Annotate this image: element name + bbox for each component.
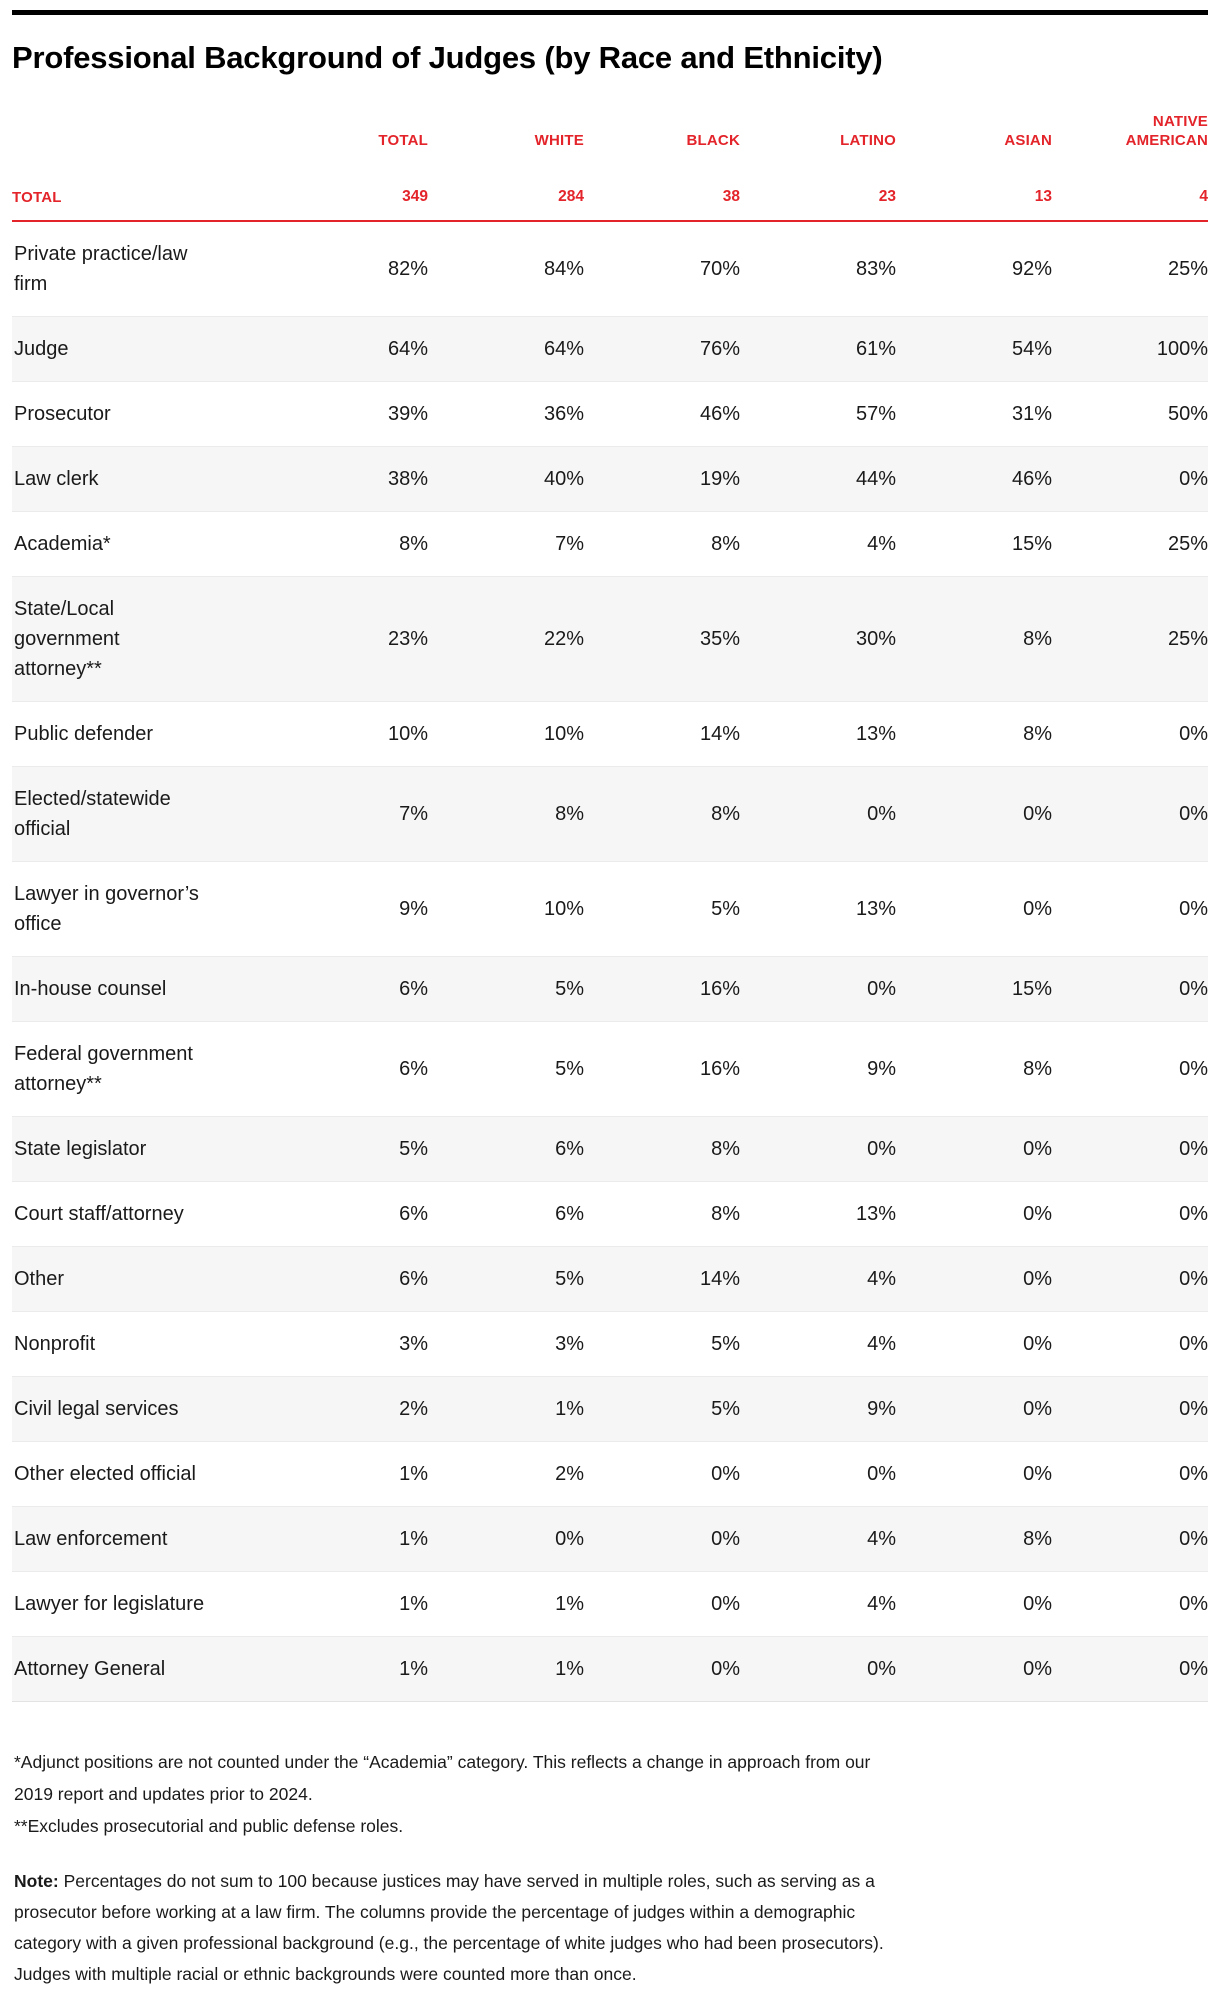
row-value: 14% [699, 723, 740, 745]
row-value: 0% [1179, 1203, 1208, 1225]
page-title: Professional Background of Judges (by Race and Ethnicity) [12, 40, 883, 75]
column-header-native-american [1052, 112, 1208, 158]
row-value: 0% [1179, 1463, 1208, 1485]
row-value: 0% [867, 1658, 896, 1680]
row-value: 6% [399, 1058, 428, 1080]
row-value: 8% [1023, 723, 1052, 745]
row-label: State legislator [14, 1138, 147, 1160]
row-value: 54% [1011, 338, 1052, 360]
row-value: 1% [399, 1528, 428, 1550]
row-value: 8% [399, 533, 428, 555]
table-row [12, 317, 1208, 382]
row-value: 6% [399, 1268, 428, 1290]
row-value: 25% [1167, 533, 1208, 555]
row-value: 5% [555, 1058, 584, 1080]
row-value: 9% [399, 898, 428, 920]
row-label: Attorney General [14, 1658, 166, 1680]
row-label: Civil legal services [14, 1398, 179, 1420]
row-value: 30% [855, 628, 896, 650]
row-value: 4% [867, 1528, 896, 1550]
row-value: 13% [855, 898, 896, 920]
table-row [12, 512, 1208, 577]
column-header-white: WHITE [534, 132, 584, 149]
row-value: 38% [387, 468, 428, 490]
row-value: 1% [399, 1593, 428, 1615]
row-label: Other [14, 1268, 65, 1290]
row-label: Private practice/law firm [14, 243, 188, 295]
row-value: 2% [399, 1398, 428, 1420]
row-value: 1% [399, 1658, 428, 1680]
row-value: 3% [555, 1333, 584, 1355]
row-value: 82% [387, 258, 428, 280]
row-value: 3% [399, 1333, 428, 1355]
row-value: 8% [711, 533, 740, 555]
row-value: 4% [867, 1333, 896, 1355]
row-value: 0% [1179, 1398, 1208, 1420]
row-label: Law enforcement [14, 1528, 168, 1550]
table-row [12, 382, 1208, 447]
table-row [12, 221, 1208, 317]
row-value: 0% [1179, 1333, 1208, 1355]
row-value: 8% [711, 803, 740, 825]
table-row [12, 1572, 1208, 1637]
table-row [12, 957, 1208, 1022]
row-label: Academia* [14, 533, 111, 555]
row-label: Court staff/attorney [14, 1203, 184, 1225]
row-value: 1% [399, 1463, 428, 1485]
table-row [12, 862, 1208, 957]
row-value: 0% [1023, 1658, 1052, 1680]
row-value: 15% [1011, 978, 1052, 1000]
row-value: 6% [399, 978, 428, 1000]
row-value: 14% [699, 1268, 740, 1290]
row-label: Law clerk [14, 468, 99, 490]
table-row [12, 767, 1208, 862]
row-value: 0% [1023, 1593, 1052, 1615]
row-value: 2% [555, 1463, 584, 1485]
row-value: 8% [711, 1138, 740, 1160]
row-value: 8% [555, 803, 584, 825]
row-label: Judge [14, 338, 69, 360]
note-text: Percentages do not sum to 100 because justices may have served in multiple roles, such as serving as a prosecutor before working at a law firm. The columns provide the percentage of judges within a demographic category with a given professional background (e.g., the percentage of white judges who had been prosecutors). Judges with multiple racial or ethnic backgrounds were counted more than once. [14, 1871, 884, 1984]
table-row [12, 1507, 1208, 1572]
row-value: 7% [555, 533, 584, 555]
row-value: 13% [855, 1203, 896, 1225]
row-value: 5% [711, 1398, 740, 1420]
row-value: 0% [867, 803, 896, 825]
row-value: 25% [1167, 628, 1208, 650]
row-value: 8% [1023, 1058, 1052, 1080]
column-header-total: TOTAL [378, 132, 428, 149]
row-value: 0% [1179, 978, 1208, 1000]
row-value: 83% [855, 258, 896, 280]
total-row-value: 23 [740, 158, 896, 221]
row-value: 5% [711, 898, 740, 920]
top-divider [12, 10, 1208, 15]
row-value: 4% [867, 1268, 896, 1290]
total-row [12, 158, 1208, 221]
row-value: 39% [387, 403, 428, 425]
table-body [12, 221, 1208, 1702]
row-value: 0% [711, 1528, 740, 1550]
row-value: 7% [399, 803, 428, 825]
row-value: 36% [543, 403, 584, 425]
total-row-value: 38 [584, 158, 740, 221]
footnote-excludes: **Excludes prosecutorial and public defense roles. [14, 1816, 404, 1836]
row-value: 0% [555, 1528, 584, 1550]
table-row [12, 1182, 1208, 1247]
column-header-black: BLACK [686, 132, 740, 149]
table-row [12, 1312, 1208, 1377]
column-header-spacer [12, 112, 272, 158]
row-value: 16% [699, 978, 740, 1000]
row-value: 10% [387, 723, 428, 745]
row-value: 0% [711, 1463, 740, 1485]
row-value: 44% [855, 468, 896, 490]
row-value: 23% [387, 628, 428, 650]
row-value: 0% [1179, 1268, 1208, 1290]
row-value: 0% [1023, 803, 1052, 825]
judges-background-table [12, 112, 1208, 1702]
row-value: 5% [399, 1138, 428, 1160]
row-value: 1% [555, 1398, 584, 1420]
row-label: Prosecutor [14, 403, 111, 425]
total-row-label: TOTAL [12, 158, 272, 221]
table-row [12, 1637, 1208, 1702]
row-value: 13% [855, 723, 896, 745]
row-value: 0% [1179, 1528, 1208, 1550]
column-header-asian: ASIAN [1004, 132, 1052, 149]
row-value: 0% [1179, 1593, 1208, 1615]
row-value: 19% [699, 468, 740, 490]
row-value: 4% [867, 1593, 896, 1615]
note-paragraph [14, 1866, 1206, 1990]
column-header-native-american-label: NATIVE AMERICAN [1125, 113, 1208, 149]
row-value: 0% [1023, 1268, 1052, 1290]
table-row [12, 577, 1208, 702]
table-row [12, 1442, 1208, 1507]
row-value: 0% [867, 978, 896, 1000]
footnote-academia: *Adjunct positions are not counted under the “Academia” category. This reflects a change in approach from our 2019 report and updates prior to 2024. [14, 1752, 871, 1804]
row-value: 70% [699, 258, 740, 280]
table-row [12, 1022, 1208, 1117]
row-value: 35% [699, 628, 740, 650]
row-value: 0% [1179, 1058, 1208, 1080]
row-value: 16% [699, 1058, 740, 1080]
table-row [12, 1247, 1208, 1312]
row-value: 40% [543, 468, 584, 490]
row-value: 5% [555, 1268, 584, 1290]
row-value: 0% [1179, 803, 1208, 825]
row-value: 50% [1167, 403, 1208, 425]
row-value: 46% [699, 403, 740, 425]
row-value: 76% [699, 338, 740, 360]
row-value: 6% [555, 1138, 584, 1160]
row-value: 0% [867, 1463, 896, 1485]
row-value: 22% [543, 628, 584, 650]
row-value: 8% [1023, 1528, 1052, 1550]
row-value: 0% [1179, 468, 1208, 490]
row-value: 31% [1011, 403, 1052, 425]
row-value: 0% [867, 1138, 896, 1160]
row-label: Lawyer for legislature [14, 1593, 205, 1615]
column-header-row [12, 112, 1208, 158]
row-value: 0% [1023, 1203, 1052, 1225]
row-value: 6% [399, 1203, 428, 1225]
row-value: 9% [867, 1398, 896, 1420]
table-row [12, 1377, 1208, 1442]
row-value: 9% [867, 1058, 896, 1080]
total-row-value: 4 [1052, 158, 1208, 221]
row-value: 25% [1167, 258, 1208, 280]
row-value: 0% [1023, 1333, 1052, 1355]
row-value: 4% [867, 533, 896, 555]
row-value: 10% [543, 898, 584, 920]
column-header-latino: LATINO [840, 132, 896, 149]
report-table-container [12, 10, 1208, 1990]
row-label: State/Local government attorney** [14, 598, 120, 680]
row-value: 8% [1023, 628, 1052, 650]
row-value: 57% [855, 403, 896, 425]
row-value: 0% [1179, 1658, 1208, 1680]
row-value: 0% [711, 1593, 740, 1615]
row-label: Nonprofit [14, 1333, 96, 1355]
row-value: 92% [1011, 258, 1052, 280]
row-value: 15% [1011, 533, 1052, 555]
row-value: 84% [543, 258, 584, 280]
row-label: In-house counsel [14, 978, 167, 1000]
total-row-value: 349 [272, 158, 428, 221]
row-value: 6% [555, 1203, 584, 1225]
row-value: 0% [1023, 1138, 1052, 1160]
row-label: Federal government attorney** [14, 1043, 193, 1095]
row-value: 46% [1011, 468, 1052, 490]
table-row [12, 447, 1208, 512]
row-value: 61% [855, 338, 896, 360]
footnotes [14, 1746, 1206, 1842]
note-label: Note: [14, 1871, 59, 1891]
row-label: Elected/statewide official [14, 788, 171, 840]
row-value: 0% [1179, 898, 1208, 920]
total-row-value: 13 [896, 158, 1052, 221]
row-label: Lawyer in governor’s office [14, 883, 199, 935]
table-row [12, 1117, 1208, 1182]
row-value: 0% [1023, 1463, 1052, 1485]
row-value: 10% [543, 723, 584, 745]
table-header [12, 112, 1208, 221]
row-value: 8% [711, 1203, 740, 1225]
row-value: 0% [711, 1658, 740, 1680]
row-label: Public defender [14, 723, 153, 745]
row-value: 64% [543, 338, 584, 360]
row-value: 5% [711, 1333, 740, 1355]
row-value: 0% [1023, 1398, 1052, 1420]
row-value: 0% [1179, 1138, 1208, 1160]
table-row [12, 702, 1208, 767]
row-value: 0% [1023, 898, 1052, 920]
row-value: 5% [555, 978, 584, 1000]
row-value: 64% [387, 338, 428, 360]
row-value: 0% [1179, 723, 1208, 745]
row-value: 1% [555, 1658, 584, 1680]
row-label: Other elected official [14, 1463, 196, 1485]
row-value: 100% [1156, 338, 1208, 360]
row-value: 1% [555, 1593, 584, 1615]
total-row-value: 284 [428, 158, 584, 221]
